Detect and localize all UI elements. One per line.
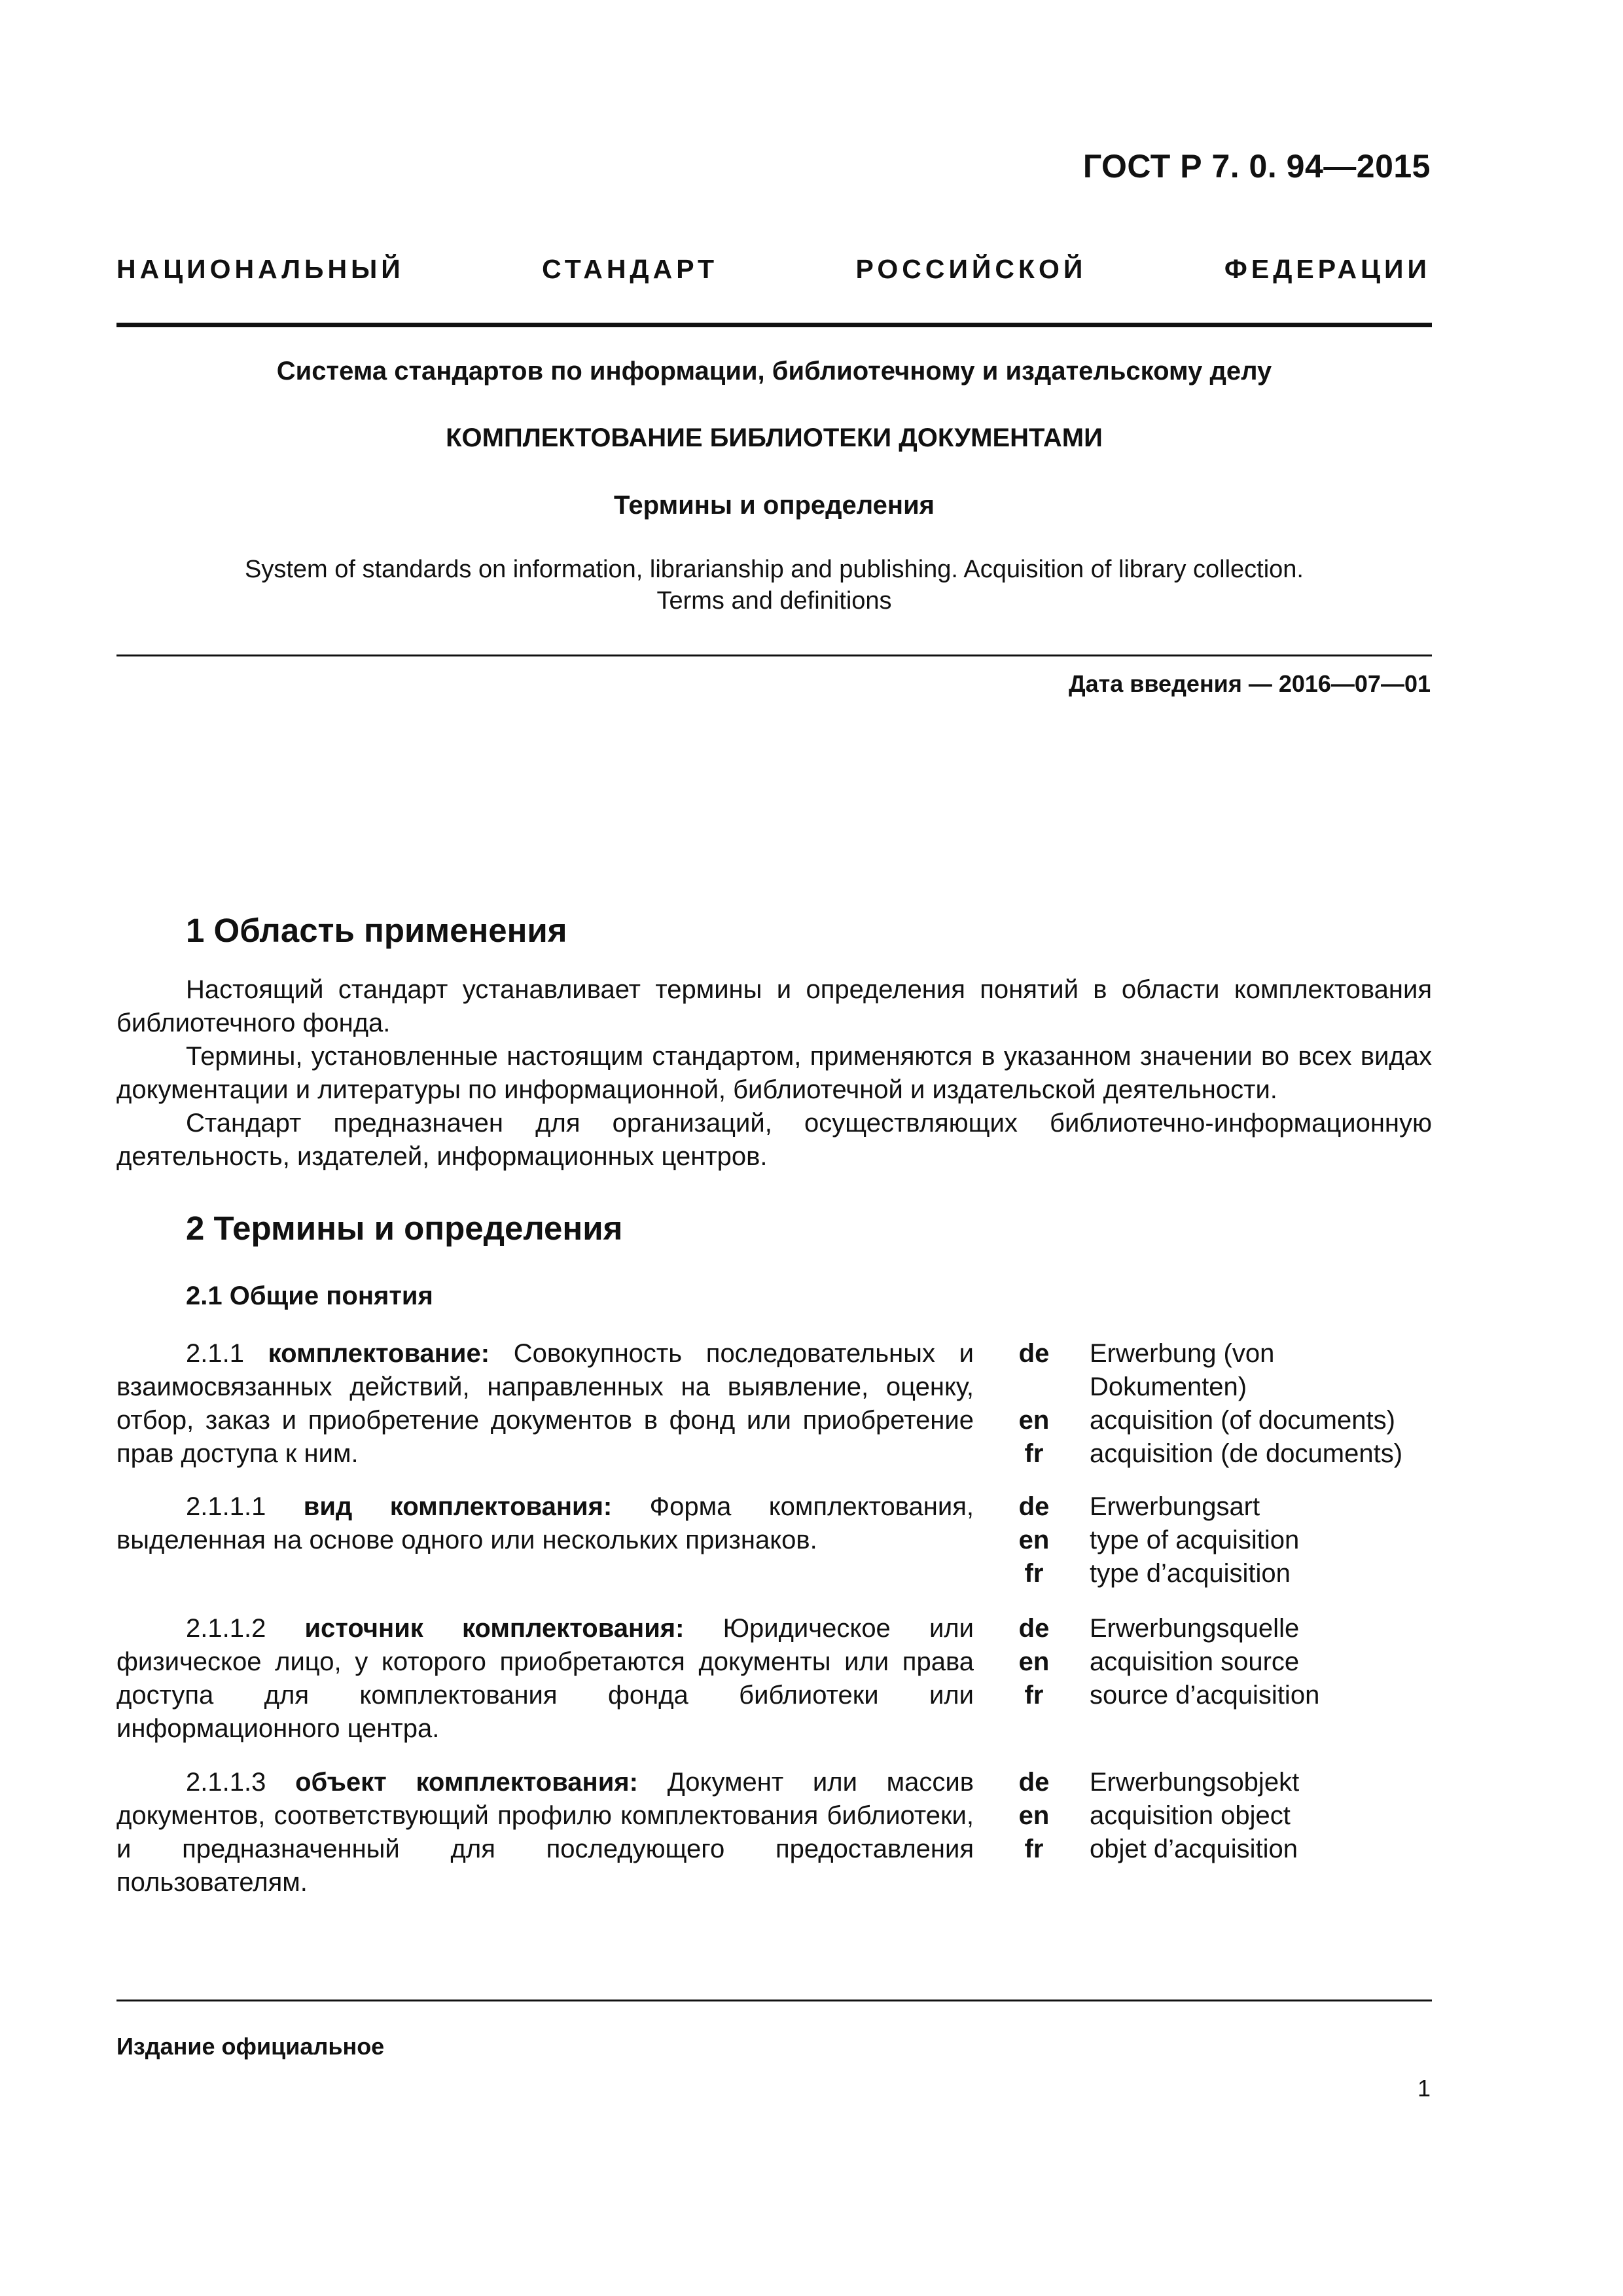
series-title: Система стандартов по информации, библиотечному и издательскому делу: [276, 357, 1272, 386]
term-name: комплектование:: [268, 1339, 490, 1368]
language-codes: [1008, 1766, 1060, 1866]
introduction-date: Дата введения — 2016—07—01: [1068, 670, 1431, 697]
term-fr: type d’acquisition: [1090, 1559, 1291, 1588]
term-entry: [116, 1612, 974, 1746]
term-de: Erwerbungsquelle: [1090, 1614, 1300, 1643]
term-en: acquisition source: [1090, 1647, 1300, 1676]
national-standard-title: НАЦИОНАЛЬНЫЙ СТАНДАРТ РОССИЙСКОЙ ФЕДЕРАЦИИ: [116, 254, 1431, 284]
term-entry: [116, 1766, 974, 1899]
term-fr: source d’acquisition: [1090, 1681, 1320, 1710]
paragraph: Термины, установленные настоящим стандартом, применяются в указанном значении во всех видах документации и литературы по информационной, библиотечной и издательской деятельности.: [116, 1042, 1432, 1104]
title-divider: [116, 655, 1432, 656]
foreign-equivalents: [1090, 1337, 1456, 1471]
term-fr: acquisition (de documents): [1090, 1439, 1403, 1468]
term-definition: Совокупность последовательных и взаимосвязанных действий, направленных на выявление, оценку, отбор, заказ и приобретение документов в фонд или приобретение прав доступа к ним.: [116, 1339, 974, 1468]
lang-code-fr: fr: [1024, 1439, 1044, 1468]
term-de: Erwerbungsobjekt: [1090, 1768, 1300, 1797]
term-en: acquisition (of documents): [1090, 1406, 1395, 1435]
english-title-line-1: System of standards on information, librarianship and publishing. Acquisition of library collection.: [245, 556, 1304, 583]
lang-code-en: en: [1018, 1801, 1050, 1830]
main-title: КОМПЛЕКТОВАНИЕ БИБЛИОТЕКИ ДОКУМЕНТАМИ: [446, 423, 1103, 452]
term-name: вид комплектования:: [303, 1492, 613, 1521]
language-codes: [1008, 1337, 1060, 1471]
lang-code-de: de: [1018, 1614, 1050, 1643]
paragraph: Настоящий стандарт устанавливает термины и определения понятий в области комплектования библиотечного фонда.: [116, 975, 1432, 1037]
foreign-equivalents: [1090, 1766, 1456, 1866]
term-name: источник комплектования:: [304, 1614, 685, 1643]
term-definition: Форма комплектования, выделенная на основе одного или нескольких признаков.: [116, 1492, 974, 1554]
english-title: [116, 554, 1432, 617]
term-en: type of acquisition: [1090, 1526, 1300, 1554]
term-number: 2.1.1.3: [186, 1768, 266, 1797]
term-fr: objet d’acquisition: [1090, 1835, 1298, 1863]
foreign-equivalents: [1090, 1612, 1456, 1712]
section-1-heading: 1 Область применения: [186, 912, 567, 949]
section-2-heading: 2 Термины и определения: [186, 1210, 623, 1247]
lang-code-fr: fr: [1024, 1835, 1044, 1863]
term-en: acquisition object: [1090, 1801, 1291, 1830]
header-divider: [116, 323, 1432, 327]
lang-code-en: en: [1018, 1647, 1050, 1676]
term-name: объект комплектования:: [295, 1768, 638, 1797]
lang-code-de: de: [1018, 1339, 1050, 1368]
subsection-heading: 2.1 Общие понятия: [186, 1282, 433, 1310]
lang-code-fr: fr: [1024, 1681, 1044, 1710]
term-definition: Юридическое или физическое лицо, у которого приобретаются документы или права доступа для комплектования фонда библиотеки или информационного центра.: [116, 1614, 974, 1743]
lang-code-de: de: [1018, 1768, 1050, 1797]
term-number: 2.1.1.1: [186, 1492, 266, 1521]
page-number: 1: [1417, 2075, 1431, 2102]
lang-code-en: en: [1018, 1526, 1050, 1554]
term-entry: [116, 1490, 974, 1557]
term-de: Erwerbung (von Dokumenten): [1090, 1339, 1275, 1401]
paragraph: Стандарт предназначен для организаций, осуществляющих библиотечно-информационную деятельность, издателей, информационных центров.: [116, 1109, 1432, 1171]
term-number: 2.1.1: [186, 1339, 244, 1368]
lang-code-en: en: [1018, 1406, 1050, 1435]
term-de: Erwerbungsart: [1090, 1492, 1260, 1521]
section-1-body: [116, 973, 1432, 1174]
subtitle: Термины и определения: [613, 491, 935, 520]
term-definition: Документ или массив документов, соответствующий профилю комплектования библиотеки, и предназначенный для последующего предоставления пользователям.: [116, 1768, 974, 1897]
term-entry: [116, 1337, 974, 1471]
language-codes: [1008, 1612, 1060, 1712]
footer-divider: [116, 2000, 1432, 2001]
english-title-line-2: Terms and definitions: [656, 587, 892, 615]
language-codes: [1008, 1490, 1060, 1590]
lang-code-de: de: [1018, 1492, 1050, 1521]
lang-code-fr: fr: [1024, 1559, 1044, 1588]
edition-label: Издание официальное: [116, 2033, 385, 2060]
foreign-equivalents: [1090, 1490, 1456, 1590]
document-number: ГОСТ Р 7. 0. 94—2015: [1082, 148, 1431, 185]
term-number: 2.1.1.2: [186, 1614, 266, 1643]
